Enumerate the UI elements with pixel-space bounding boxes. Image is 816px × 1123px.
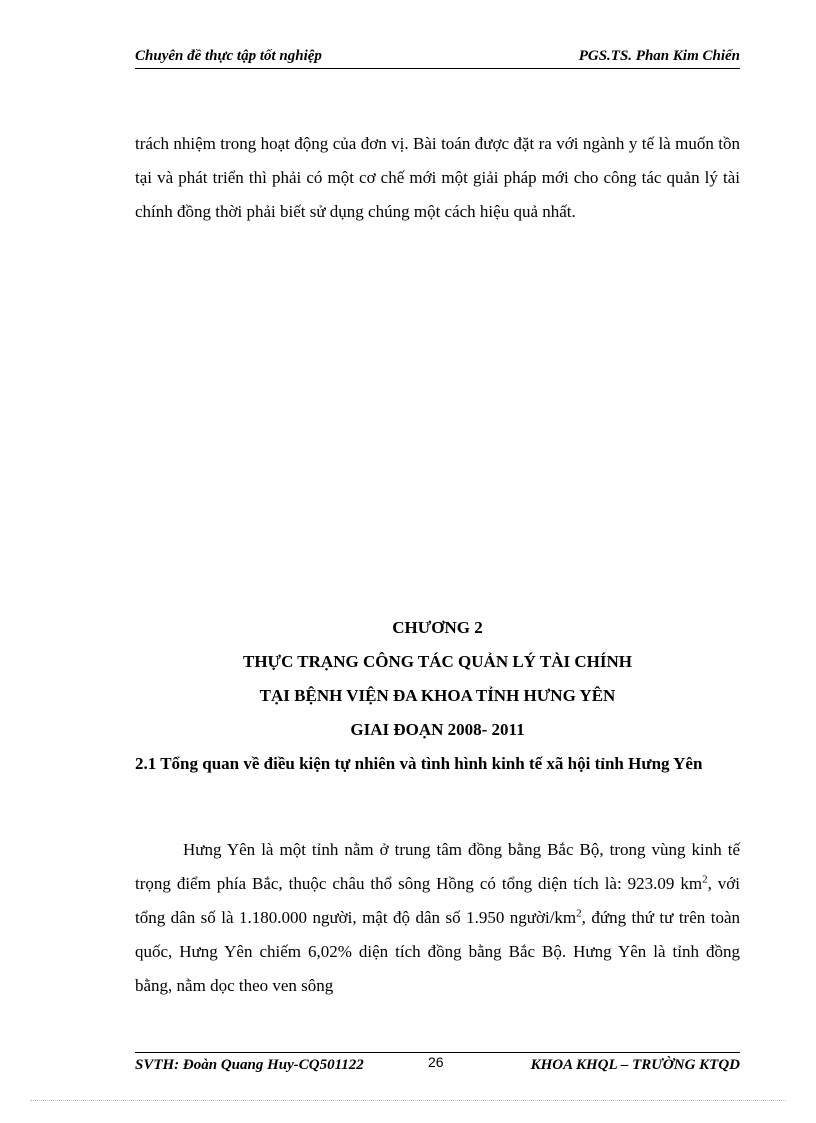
chapter-heading (135, 611, 740, 747)
para2-part1: Hưng Yên là một tỉnh nằm ở trung tâm đồng bằng Bắc Bộ, trong vùng kinh tế trọng điểm phía Bắc, thuộc châu thổ sông Hồng có tổng diện tích là: 923.09 km (135, 840, 740, 893)
chapter-title-line-3: GIAI ĐOẠN 2008- 2011 (350, 720, 525, 739)
chapter-title-line-2: TẠI BỆNH VIỆN ĐA KHOA TỈNH HƯNG YÊN (259, 686, 616, 705)
chapter-number: CHƯƠNG 2 (392, 618, 483, 637)
superscript-squared-2: 2 (576, 907, 582, 920)
para2-part3: , đứng thứ tư trên toàn quốc, Hưng Yên chiếm 6,02% diện tích đồng bằng Bắc Bộ. Hưng Yên là tỉnh đồng bằng, nằm dọc theo ven sông (135, 908, 740, 995)
page-number: 26 (428, 1054, 444, 1070)
section-heading: 2.1 Tổng quan về điều kiện tự nhiên và tình hình kinh tế xã hội tỉnh Hưng Yên (135, 754, 703, 773)
chapter-title-line-1: THỰC TRẠNG CÔNG TÁC QUẢN LÝ TÀI CHÍNH (243, 652, 632, 671)
paragraph-intro: trách nhiệm trong hoạt động của đơn vị. Bài toán được đặt ra với ngành y tế là muốn tồn tại và phát triển thì phải có một cơ chế mới một giải pháp mới cho công tác quản lý tài chính đồng thời phải biết sử dụng chúng một cách hiệu quả nhất. (135, 134, 740, 221)
footer-faculty: KHOA KHQL – TRƯỜNG KTQD (530, 1057, 740, 1073)
header-left-title: Chuyên đề thực tập tốt nghiệp (135, 48, 322, 64)
header-right-author: PGS.TS. Phan Kim Chiến (578, 48, 740, 64)
paragraph-hung-yen (135, 833, 740, 1003)
para2-part2: , với tổng dân số là 1.180.000 người, mật độ dân số 1.950 người/km (135, 874, 740, 927)
bottom-divider (30, 1100, 786, 1101)
superscript-squared: 2 (702, 873, 708, 886)
page-header (135, 48, 740, 69)
footer-student: SVTH: Đoàn Quang Huy-CQ501122 (135, 1057, 364, 1073)
